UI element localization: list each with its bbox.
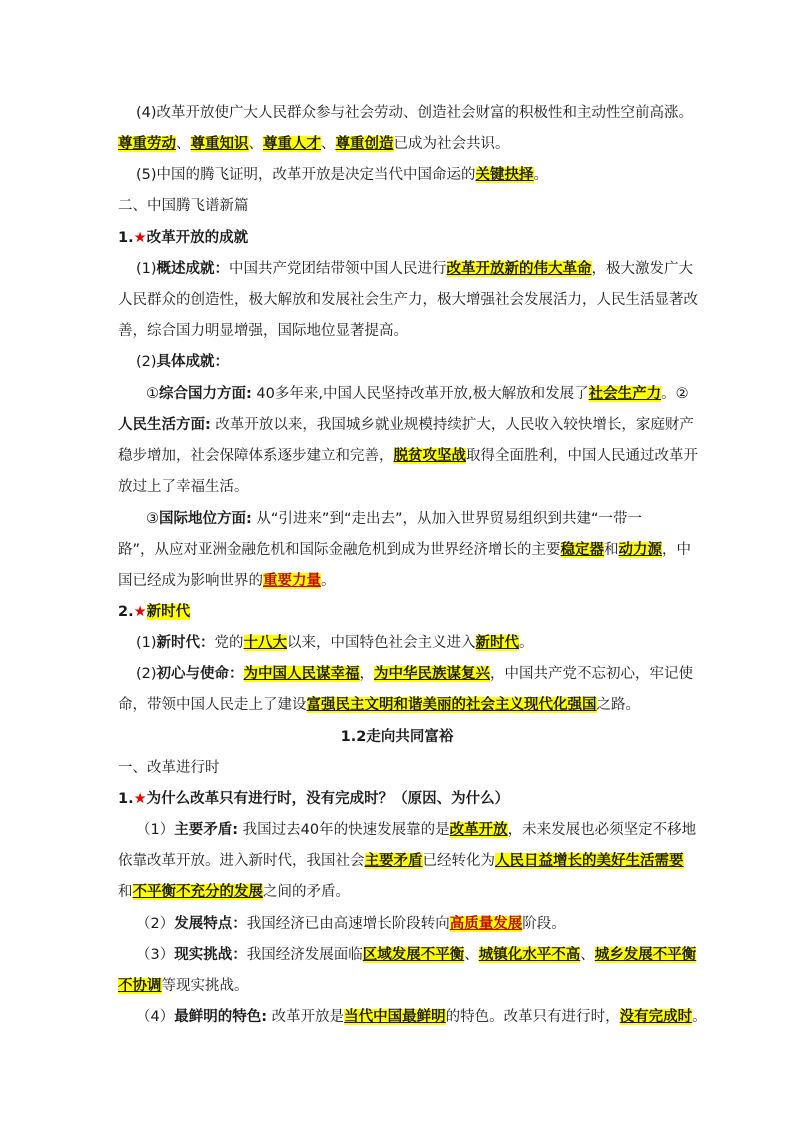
highlight-important-force: 重要力量 [263,573,321,589]
highlight-high-quality: 高质量发展 [449,916,523,932]
heading-reform-achievements: 1.★改革开放的成就 [118,230,249,246]
paragraph-living-standard: 人民生活方面: 改革开放以来，我国城乡就业规模持续扩大，人民收入较快增长，家庭财产 [118,417,694,433]
highlight-modern-country: 富强民主文明和谐美丽的社会主义现代化强国 [306,697,597,713]
highlight-unbalanced: 不平衡不充分的发展 [132,884,263,900]
highlight-respect-creation: 尊重创造 [335,136,394,152]
star-icon: ★ [133,230,147,246]
paragraph-reform-enthusiasm: (4)改革开放使广大人民群众参与社会劳动、创造社会财富的积极性和主动性空前高涨。 [136,105,694,121]
highlight-new-era: 新时代 [475,635,520,651]
paragraph-respect: 尊重劳动、尊重知识、尊重人才、尊重创造已成为社会共识。 [118,136,510,152]
paragraph-development-features: （2）发展特点：我国经济已由高速增长阶段转向高质量发展阶段。 [136,916,566,932]
highlight-key-choice: 关键抉择 [475,167,534,183]
paragraph-contradiction-cont: 依靠改革开放。进入新时代，我国社会主要矛盾已经转化为人民日益增长的美好生活需要 [118,853,684,869]
highlight-great-revolution: 改革开放新的伟大革命 [446,261,592,277]
star-icon: ★ [133,791,147,807]
highlight-urban-rural: 城乡发展不平衡 [594,947,697,963]
paragraph-mission: (2)初心与使命：为中国人民谋幸福，为中华民族谋复兴，中国共产党不忘初心，牢记使 [136,666,694,682]
paragraph-key-choice: (5)中国的腾飞证明，改革开放是决定当代中国命运的关键抉择。 [136,167,549,183]
highlight-urbanization: 城镇化水平不高 [478,947,581,963]
highlight-most-distinct: 当代中国最鲜明 [344,1009,446,1025]
paragraph-overview-cont: 人民群众的创造性，极大解放和发展社会生产力，极大增强社会发展活力，人民生活显著改 [118,292,698,308]
paragraph-national-power: ①综合国力方面: 40多年来,中国人民坚持改革开放,极大解放和发展了社会生产力。② [146,386,689,402]
paragraph-new-era: (1)新时代：党的十八大以来，中国特色社会主义进入新时代。 [136,635,534,651]
highlight-rejuvenation: 为中华民族谋复兴 [374,666,491,682]
paragraph-mission-cont: 命，带领中国人民走上了建设富强民主文明和谐美丽的社会主义现代化强国之路。 [118,697,640,713]
highlight-18th-congress: 十八大 [243,635,288,651]
heading-specific-achievements: (2)具体成就： [136,354,230,370]
section-heading-china-rise: 二、中国腾飞谱新篇 [118,198,249,214]
highlight-reform-opening: 改革开放 [449,822,508,838]
highlight-happiness: 为中国人民谋幸福 [243,666,360,682]
highlight-respect-knowledge: 尊重知识 [190,136,249,152]
paragraph-contradiction-end: 和不平衡不充分的发展之间的矛盾。 [118,884,350,900]
highlight-respect-talent: 尊重人才 [263,136,321,152]
highlight-respect-labor: 尊重劳动 [118,136,176,152]
paragraph-challenges: （3）现实挑战：我国经济发展面临区域发展不平衡、城镇化水平不高、城乡发展不平衡 [136,947,697,963]
highlight-better-life: 人民日益增长的美好生活需要 [495,853,684,869]
paragraph-overview-end: 善，综合国力明显增强，国际地位显著提高。 [118,323,408,339]
paragraph-important-force: 国已经成为影响世界的重要力量。 [118,573,336,589]
highlight-main-contradiction: 主要矛盾 [364,853,423,869]
highlight-stabilizer: 稳定器 [560,542,605,558]
paragraph-overview: (1)概述成就：中国共产党团结带领中国人民进行改革开放新的伟大革命，极大激发广大 [136,261,694,277]
heading-why-reform: 1.★为什么改革只有进行时，没有完成时？（原因、为什么） [118,791,510,807]
highlight-productivity: 社会生产力 [588,386,662,402]
paragraph-stabilizer: 路”，从应对亚洲金融危机和国际金融危机到成为世界经济增长的主要稳定器和动力源，中 [118,542,692,558]
paragraph-challenges-cont: 不协调等现实挑战。 [118,978,249,994]
highlight-not-completed: 没有完成时 [619,1009,693,1025]
paragraph-poverty: 稳步增加，社会保障体系逐步建立和完善，脱贫攻坚战取得全面胜利，中国人民通过改革开 [118,448,698,464]
highlight-uncoordinated: 不协调 [118,978,162,994]
highlight-poverty-battle: 脱贫攻坚战 [393,448,466,464]
paragraph-main-contradiction: （1）主要矛盾: 我国过去40年的快速发展靠的是改革开放，未来发展也必须坚定不移地 [136,822,697,838]
highlight-power-source: 动力源 [618,542,663,558]
highlight-regional: 区域发展不平衡 [362,947,465,963]
heading-new-era: 2.★新时代 [118,604,191,620]
section-title-common-prosperity: 1.2走向共同富裕 [340,729,454,745]
star-icon: ★ [133,604,147,620]
paragraph-happy-life: 放过上了幸福生活。 [118,479,249,495]
paragraph-international-status: ③国际地位方面: 从“引进来”到“走出去”，从加入世界贸易组织到共建“一带一 [146,511,642,527]
section-heading-reform-ongoing: 一、改革进行时 [118,760,220,776]
highlight-new-era-heading: 新时代 [146,604,191,620]
paragraph-distinct-feature: （4）最鲜明的特色: 改革开放是当代中国最鲜明的特色。改革只有进行时，没有完成时。 [136,1009,707,1025]
